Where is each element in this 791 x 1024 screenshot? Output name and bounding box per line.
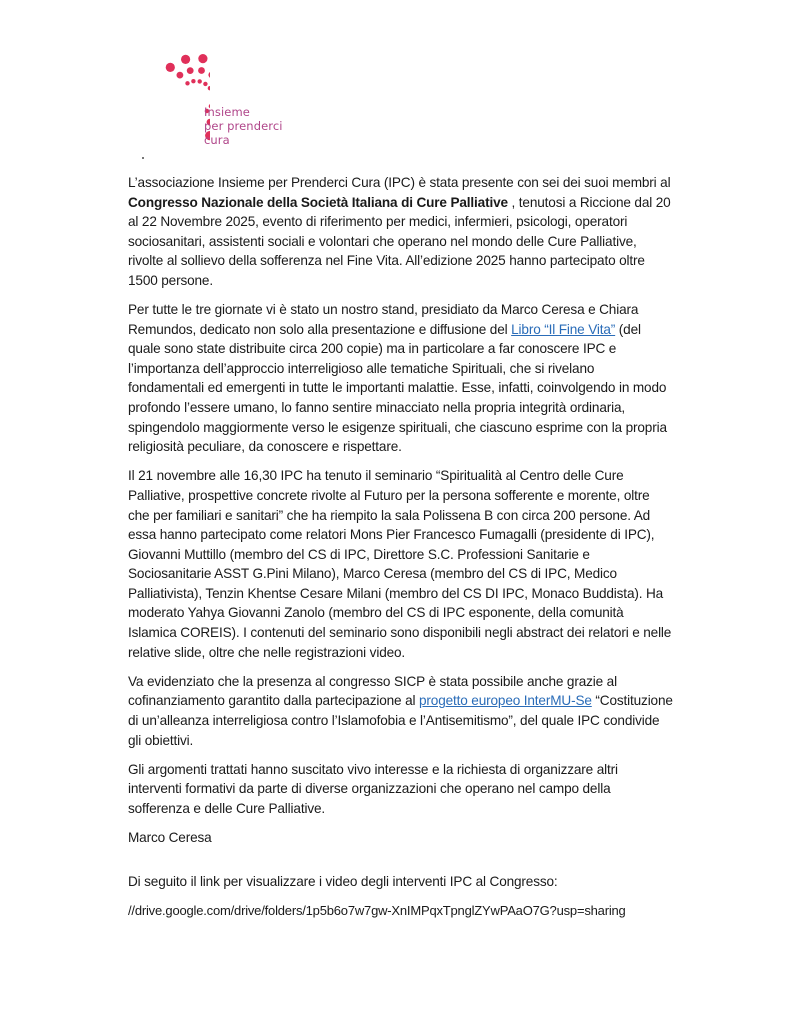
ipc-logo bbox=[140, 52, 300, 152]
dot-spiral-icon bbox=[140, 52, 210, 152]
logo-text bbox=[204, 105, 283, 148]
signature: Marco Ceresa bbox=[128, 829, 212, 845]
logo-dot bbox=[191, 79, 195, 83]
video-url[interactable]: //drive.google.com/drive/folders/1p5b6o7w7gw-XnIMPqxTpnglZYwPAaO7G?usp=sharing bbox=[128, 902, 626, 918]
logo-line-3: cura bbox=[204, 133, 230, 148]
logo-dot bbox=[208, 72, 210, 79]
video-intro: Di seguito il link per visualizzare i video degli interventi IPC al Congresso: bbox=[128, 873, 558, 889]
logo-dot bbox=[198, 67, 205, 74]
project-link[interactable]: progetto europeo InterMU-Se bbox=[419, 693, 592, 709]
logo-dot bbox=[187, 67, 194, 74]
logo-dot bbox=[198, 79, 202, 83]
intro-text-b: , tenutosi a Riccione dal 20 al 22 Novembre 2025, evento di riferimento per medici, infermieri, psicologi, operatori sociosanitari, assistenti sociali e volontari che operano nel mondo delle Cure Palliative, rivolte al sollievo della sofferenza nel Fine Vita. All’edizione 2025 hanno partecipato oltre 1500 persone. bbox=[128, 194, 671, 288]
funding-text-a: Va evidenziato che la presenza al congresso SICP è stata possibile anche grazie al cofinanziamento garantito dalla partecipazione al bbox=[128, 673, 617, 709]
stand-text-a: Per tutte le tre giornate vi è stato un nostro stand, presidiato da Marco Ceresa e Chiara Remundos, dedicato non solo alla presentazione e diffusione del bbox=[128, 302, 639, 337]
stand-text-b: (del quale sono state distribuite circa 200 copie) ma in particolare a far conoscere IPC e l’importanza dell’approccio interreligioso alle tematiche Spirituali, che si rivelano fondamentali ed emergenti in tutte le importanti malattie. Esse, infatti, coinvolgendo in modo profondo l’essere umano, lo fanno sentire minacciato nella propria integrità ordinaria, spingendolo maggiormente verso le esigenze spirituali, che ciascuno esprime con la propria religiosità peculiare, da conoscere e rispettare. bbox=[128, 321, 667, 455]
logo-dot bbox=[166, 63, 175, 72]
intro-text-a: L’associazione Insieme per Prenderci Cura (IPC) è stata presente con sei dei suoi membri al bbox=[128, 175, 671, 190]
paragraph-conclusion: Gli argomenti trattati hanno suscitato vivo interesse e la richiesta di organizzare altri interventi formativi da parte di diverse organizzazioni che operano nel campo della sofferenza e delle Cure Palliative. bbox=[128, 761, 618, 816]
logo-line-2: per prenderci bbox=[204, 119, 283, 134]
paragraph-stand bbox=[128, 300, 673, 457]
congress-name: Congresso Nazionale della Società Italiana di Cure Palliative bbox=[128, 194, 508, 210]
logo-dot bbox=[185, 81, 189, 85]
logo-line-1: Insieme bbox=[204, 105, 250, 119]
logo-dot bbox=[203, 82, 207, 86]
book-link[interactable]: Libro “Il Fine Vita” bbox=[511, 321, 616, 337]
paragraph-seminar: Il 21 novembre alle 16,30 IPC ha tenuto il seminario “Spiritualità al Centro delle Cure Palliative, prospettive concrete rivolte al Futuro per la persona sofferente e morente, oltre che per familiari e sanitari” che ha riempito la sala Polissena B con circa 200 persone. Ad essa hanno partecipato come relatori Mons Pier Francesco Fumagalli (presidente di IPC), Giovanni Muttillo (membro del CS di IPC, Direttore S.C. Professioni Sanitarie e Sociosanitarie ASST G.Pini Milano), Marco Ceresa (membro del CS di IPC, Medico Palliativista), Tenzin Khentse Cesare Milani (membro del CS DI IPC, Monaco Buddista). Ha moderato Yahya Giovanni Zanolo (membro del CS di IPC esponente, della comunità Islamica COREIS). I contenuti del seminario sono disponibili negli abstract dei relatori e nelle relative slide, oltre che nelle registrazioni video. bbox=[128, 468, 672, 660]
logo-dot bbox=[198, 54, 207, 63]
article-body bbox=[128, 173, 673, 930]
paragraph-funding bbox=[128, 672, 673, 750]
funding-text-b: “Costituzione di un’alleanza interreligiosa contro l’Islamofobia e l’Antisemitismo”, del quale IPC condivide gli obiettivi. bbox=[128, 693, 673, 748]
logo-dot bbox=[181, 55, 190, 64]
logo-dot bbox=[177, 72, 184, 79]
stray-mark bbox=[142, 157, 144, 159]
logo-dot bbox=[208, 86, 210, 90]
paragraph-intro bbox=[128, 173, 673, 291]
